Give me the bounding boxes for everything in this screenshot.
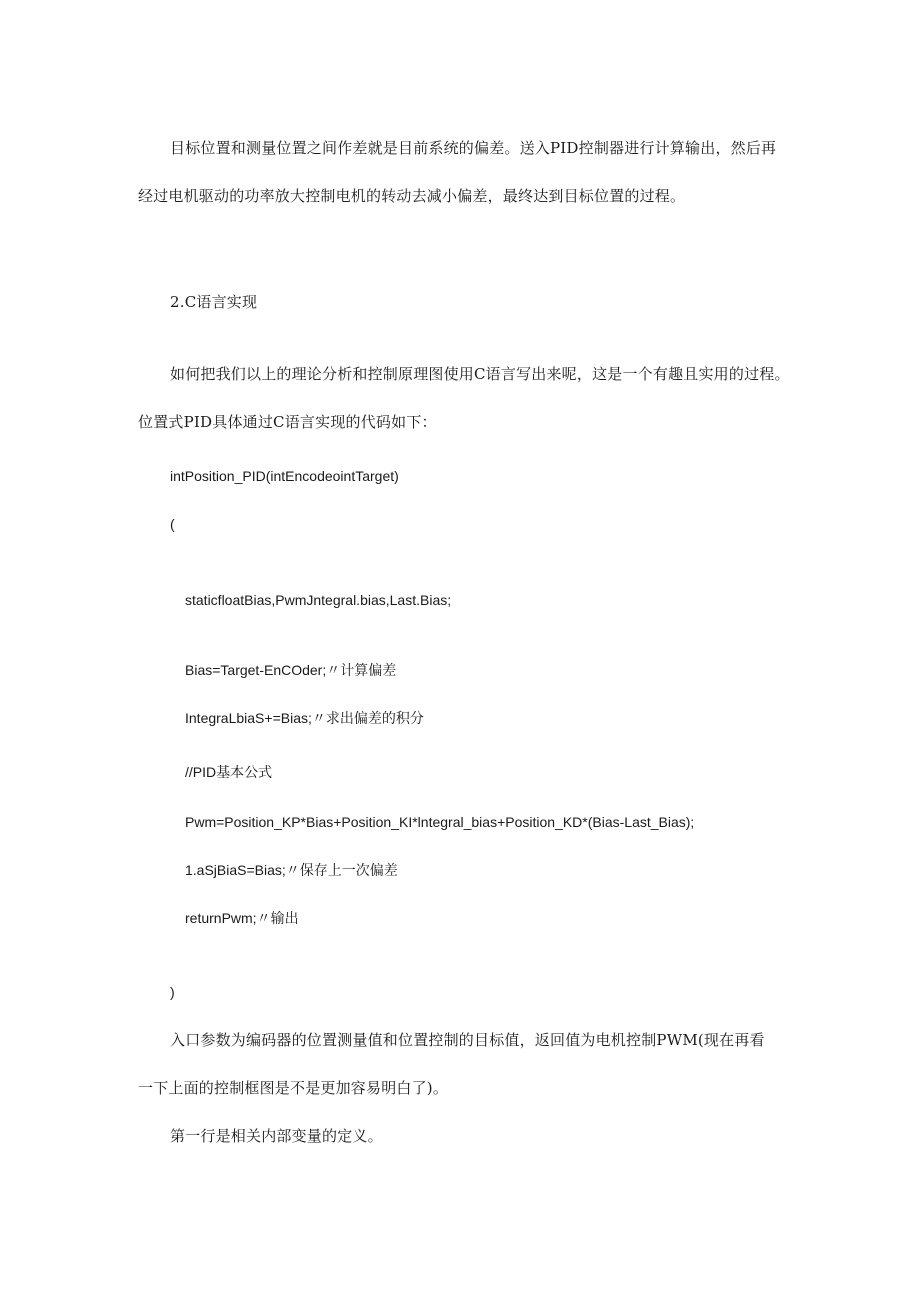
code-signature: intPosition_PID(intEncodeointTarget) xyxy=(170,468,399,484)
code-declaration: staticfloatBias,PwmJntegral.bias,Last.Bias; xyxy=(185,592,452,608)
code-line-return: returnPwm;〃输出 xyxy=(185,910,299,926)
paragraph-1-line-2: 经过电机驱动的功率放大控制电机的转动去减小偏差，最终达到目标位置的过程。 xyxy=(138,187,686,205)
section-heading: 2.C语言实现 xyxy=(170,293,258,311)
paragraph-4: 第一行是相关内部变量的定义。 xyxy=(170,1127,383,1145)
paragraph-3-line-1: 入口参数为编码器的位置测量值和位置控制的目标值，返回值为电机控制PWM(现在再看 xyxy=(170,1031,765,1049)
paragraph-2-line-2: 位置式PID具体通过C语言实现的代码如下： xyxy=(138,413,437,431)
paragraph-2-line-1: 如何把我们以上的理论分析和控制原理图使用C语言写出来呢，这是一个有趣且实用的过程。 xyxy=(170,365,790,383)
code-close-brace: ) xyxy=(170,984,175,1000)
code-line-pwm: Pwm=Position_KP*Bias+Position_KI*lntegral_bias+Position_KD*(Bias-Last_Bias); xyxy=(185,814,695,830)
code-line-integral: IntegraLbiaS+=Bias;〃求出偏差的积分 xyxy=(185,710,424,726)
paragraph-1-line-1: 目标位置和测量位置之间作差就是目前系统的偏差。送入PID控制器进行计算输出，然后再 xyxy=(170,139,777,157)
paragraph-3-line-2: 一下上面的控制框图是不是更加容易明白了)。 xyxy=(138,1079,449,1097)
code-comment: //PID基本公式 xyxy=(185,764,273,780)
code-line-bias: Bias=Target-EnCOder;〃计算偏差 xyxy=(185,662,397,678)
code-open-brace: ( xyxy=(170,516,175,532)
code-line-last-bias: 1.aSjBiaS=Bias;〃保存上一次偏差 xyxy=(185,862,398,878)
